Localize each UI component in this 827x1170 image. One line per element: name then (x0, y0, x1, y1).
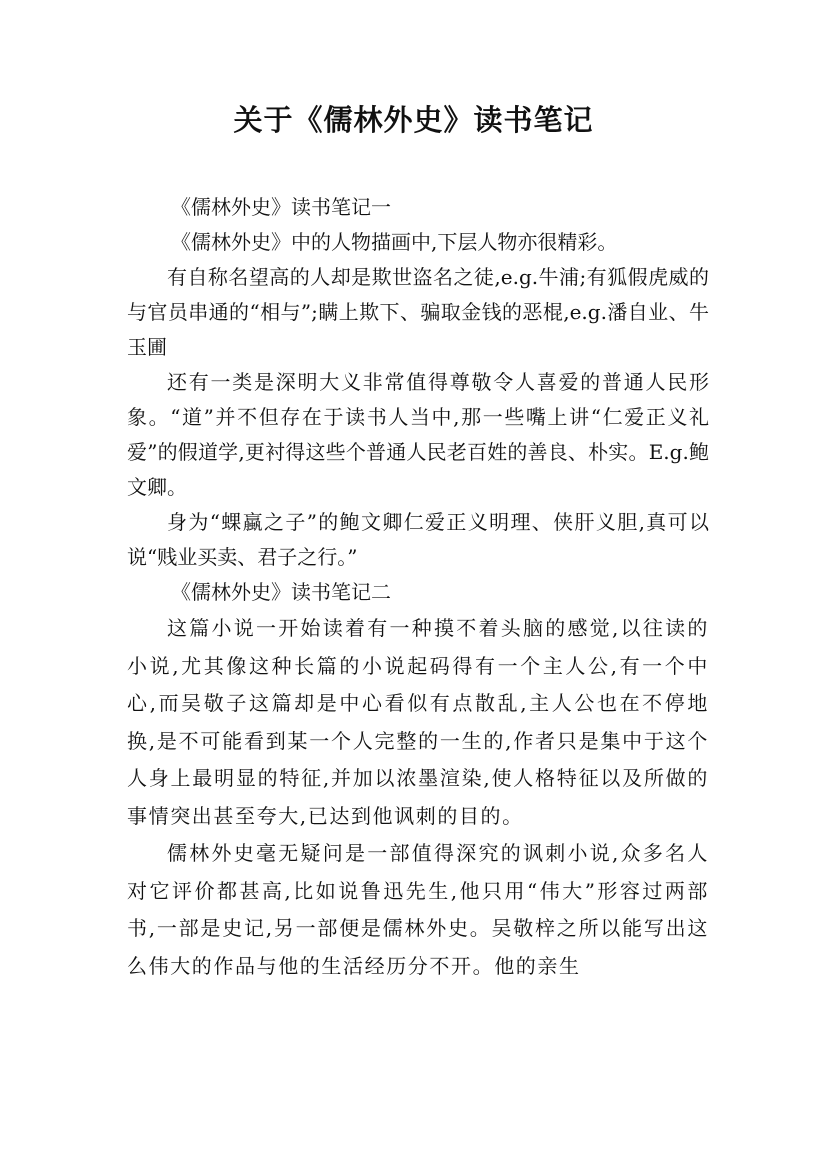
section-heading-2: 《儒林外史》读书笔记二 (171, 580, 391, 604)
paragraph: 《儒林外史》中的人物描画中,下层人物亦很精彩。 (171, 230, 618, 254)
paragraph: 儒林外史毫无疑问是一部值得深究的讽刺小说,众多名人对它评价都甚高,比如说鲁迅先生,他只用“伟大”形容过两部书,一部是史记,另一部便是儒林外史。吴敬梓之所以能写出这么伟大的作品与他的生活经历分不开。他的亲生 (127, 841, 709, 978)
paragraph: 这篇小说一开始读着有一种摸不着头脑的感觉,以往读的小说,尤其像这种长篇的小说起码得有一个主人公,有一个中心,而吴敬子这篇却是中心看似有点散乱,主人公也在不停地换,是不可能看到某一个人完整的一生的,作者只是集中于这个人身上最明显的特征,并加以浓墨渲染,使人格特征以及所做的事情突出甚至夸大,已达到他讽刺的目的。 (127, 616, 709, 828)
page-title: 关于《儒林外史》读书笔记 (233, 103, 594, 137)
document-body (127, 190, 709, 985)
paragraph: 还有一类是深明大义非常值得尊敬令人喜爱的普通人民形象。“道”并不但存在于读书人当中,那一些嘴上讲“仁爱正义礼爱”的假道学,更衬得这些个普通人民老百姓的善良、朴实。E.g.鲍文卿。 (127, 370, 709, 499)
paragraph: 身为“蜾蠃之子”的鲍文卿仁爱正义明理、侠肝义胆,真可以说“贱业买卖、君子之行。” (127, 510, 709, 569)
paragraph: 有自称名望高的人却是欺世盗名之徒,e.g.牛浦;有狐假虎威的与官员串通的“相与”;瞒上欺下、骗取金钱的恶棍,e.g.潘自业、牛玉圃 (127, 265, 709, 359)
section-heading-1: 《儒林外史》读书笔记一 (171, 195, 391, 219)
